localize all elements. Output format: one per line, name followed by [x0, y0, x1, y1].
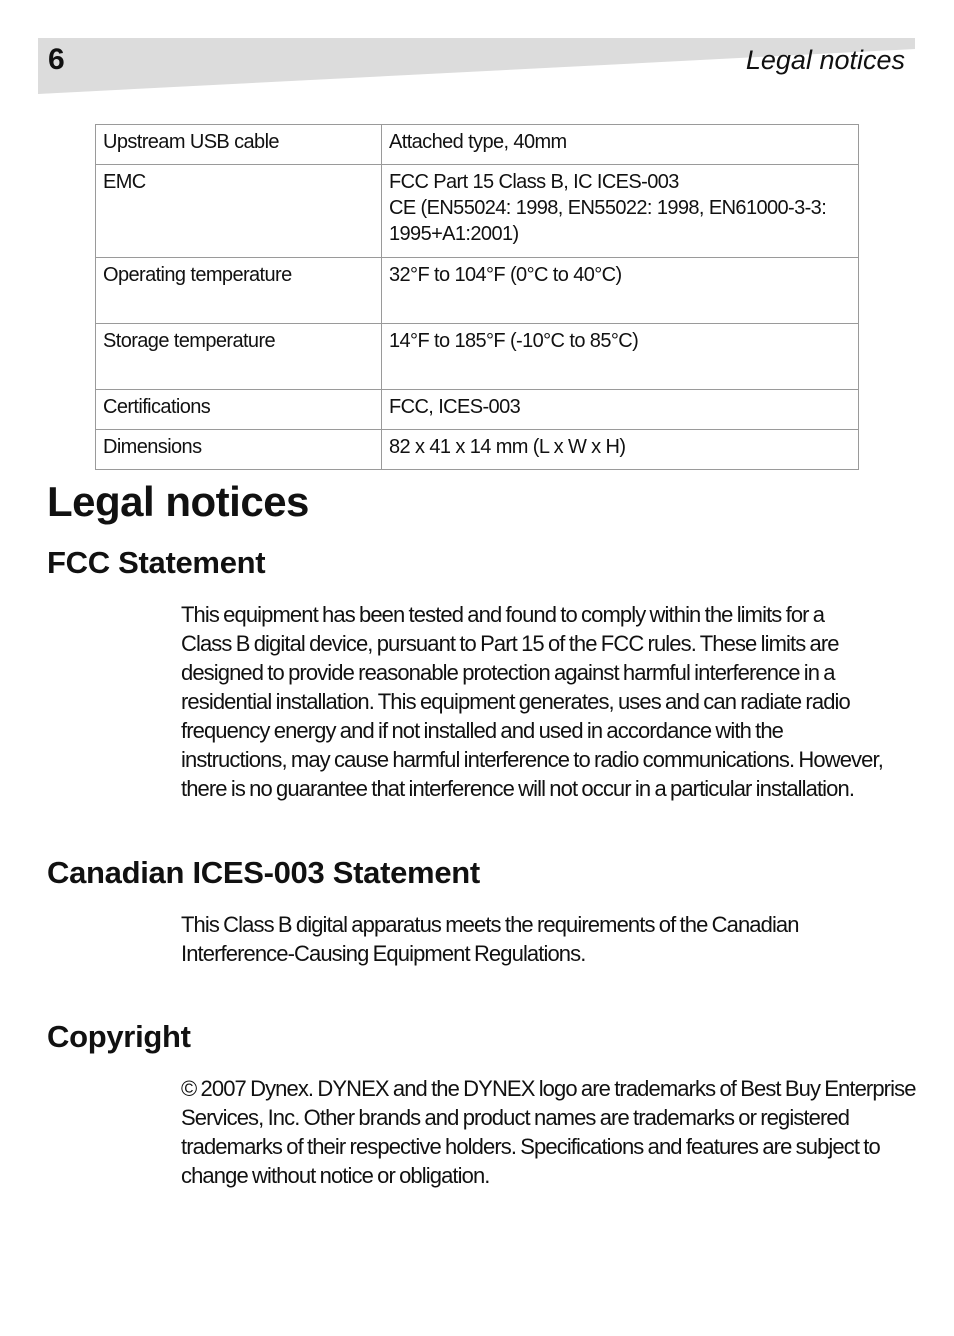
running-head: Legal notices: [745, 45, 905, 75]
ices-statement-text: [181, 910, 911, 968]
spec-label: Operating temperature: [96, 258, 382, 324]
text-line: This Class B digital apparatus meets the requirements of the Canadian: [181, 912, 799, 937]
fcc-statement-heading: FCC Statement: [47, 545, 266, 580]
spec-value: [382, 430, 859, 470]
text-line: Class B digital device, pursuant to Part 15 of the FCC rules. These limits are: [181, 631, 839, 656]
spec-value-line: CE (EN55024: 1998, EN55022: 1998, EN61000-3-3:: [389, 197, 827, 219]
spec-value: [382, 125, 859, 165]
text-line: This equipment has been tested and found to comply within the limits for a: [181, 602, 825, 627]
spec-label: Upstream USB cable: [96, 125, 382, 165]
page-number: 6: [48, 43, 65, 76]
text-line: residential installation. This equipment generates, uses and can radiate radio: [181, 689, 850, 714]
spec-label: EMC: [96, 165, 382, 258]
text-line: © 2007 Dynex. DYNEX and the DYNEX logo are trademarks of Best Buy Enterprise: [181, 1076, 916, 1101]
table-row: [96, 125, 859, 165]
spec-value-line: 1995+A1:2001): [389, 223, 519, 245]
copyright-text: [181, 1074, 916, 1190]
table-row: [96, 324, 859, 390]
spec-label: Certifications: [96, 390, 382, 430]
spec-value: [382, 165, 859, 258]
copyright-heading: Copyright: [47, 1019, 191, 1054]
text-line: frequency energy and if not installed and used in accordance with the: [181, 718, 784, 743]
table-row: [96, 258, 859, 324]
text-line: instructions, may cause harmful interference to radio communications. However,: [181, 747, 883, 772]
spec-value-line: 14°F to 185°F (-10°C to 85°C): [389, 330, 639, 352]
spec-value-line: 82 x 41 x 14 mm (L x W x H): [389, 436, 626, 458]
spec-value-line: Attached type, 40mm: [389, 131, 567, 153]
text-line: there is no guarantee that interference will not occur in a particular installation.: [181, 776, 855, 801]
text-line: trademarks of their respective holders. Specifications and features are subject to: [181, 1134, 880, 1159]
page-title: Legal notices: [47, 478, 309, 525]
specifications-table: [95, 124, 859, 470]
spec-value: [382, 324, 859, 390]
page-header: [38, 38, 915, 94]
fcc-statement-text: [181, 600, 911, 803]
table-row: [96, 165, 859, 258]
text-line: Services, Inc. Other brands and product names are trademarks or registered: [181, 1105, 850, 1130]
spec-value-line: 32°F to 104°F (0°C to 40°C): [389, 264, 622, 286]
spec-value: [382, 258, 859, 324]
spec-value-line: FCC, ICES-003: [389, 396, 521, 418]
text-line: Interference-Causing Equipment Regulations.: [181, 941, 586, 966]
spec-value-line: FCC Part 15 Class B, IC ICES-003: [389, 171, 679, 193]
text-line: designed to provide reasonable protection against harmful interference in a: [181, 660, 835, 685]
spec-label: Dimensions: [96, 430, 382, 470]
ices-statement-heading: Canadian ICES-003 Statement: [47, 855, 480, 890]
spec-value: [382, 390, 859, 430]
text-line: change without notice or obligation.: [181, 1163, 490, 1188]
table-row: [96, 390, 859, 430]
spec-label: Storage temperature: [96, 324, 382, 390]
table-row: [96, 430, 859, 470]
